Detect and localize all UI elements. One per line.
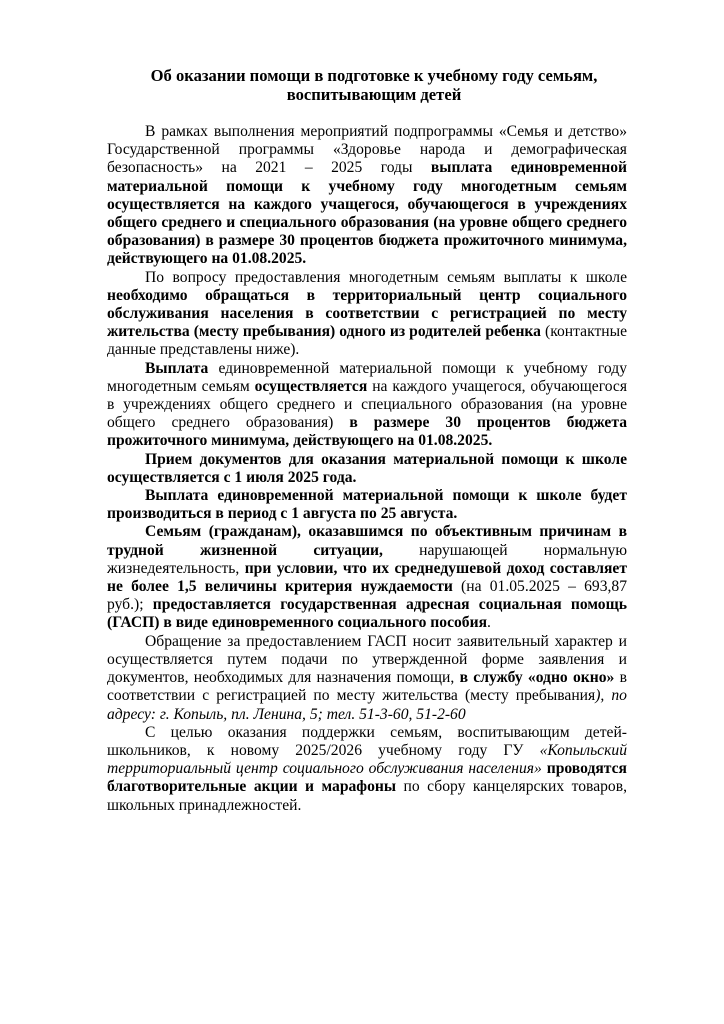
- p8-text-2: по сбору канцелярских товаров, школьных принадлежностей.: [107, 778, 627, 814]
- title-line-2: воспитывающим детей: [286, 85, 462, 104]
- p6-bold-3: предоставляется государственная адресная социальная помощь (ГАСП) в виде единовременного социального пособия: [107, 596, 627, 632]
- p2-text-2: (контактные данные представлены ниже).: [107, 323, 628, 359]
- p6-bold-1: Семьям (гражданам), оказавшимся по объективным причинам в трудной жизненной ситуации,: [107, 523, 627, 559]
- p8-text-1: С целью оказания поддержки семьям, воспитывающим детей-школьников, к новому 2025/2026 учебному году ГУ: [107, 723, 627, 759]
- p8-org-name: «Копыльский территориальный центр социального обслуживания населения»: [107, 741, 627, 778]
- document-body: [107, 123, 627, 815]
- paragraph-6: [107, 523, 627, 632]
- p5-bold: Выплата единовременной материальной помощи к школе будет производиться в период с 1 августа по 25 августа.: [107, 487, 627, 523]
- title-line-1: Об оказании помощи в подготовке к учебному году семьям,: [150, 66, 598, 85]
- p8-bold: проводятся благотворительные акции и марафоны: [107, 760, 627, 796]
- p7-bold: в службу «одно окно»: [459, 669, 615, 687]
- paragraph-1: [107, 123, 627, 269]
- p3-text-1: единовременной материальной помощи к учебному году многодетным семьям: [107, 359, 627, 395]
- p2-bold: необходимо обращаться в территориальный центр социального обслуживания населения в соответствии с регистрацией по месту жительства (месту пребывания) одного из родителей ребенка: [107, 286, 627, 341]
- paragraph-2: [107, 269, 627, 360]
- p3-bold-2: осуществляется: [254, 377, 368, 395]
- p2-text-1: По вопросу предоставления многодетным семьям выплаты к школе: [145, 268, 627, 286]
- p6-bold-2: при условии, что их среднедушевой доход составляет не более 1,5 величины критерия нуждаемости: [107, 559, 628, 596]
- paragraph-5: [107, 487, 627, 523]
- paragraph-4: [107, 451, 627, 487]
- p6-text-3: .: [487, 614, 491, 632]
- document-title: [107, 66, 627, 104]
- p3-bold-1: Выплата: [145, 359, 209, 377]
- p7-address: ), по адресу: г. Копыль, пл. Ленина, 5; тел. 51-3-60, 51-2-60: [107, 687, 627, 723]
- p6-text-2: (на 01.05.2025 – 693,87 руб.);: [107, 578, 628, 614]
- paragraph-3: [107, 360, 627, 451]
- p4-bold: Прием документов для оказания материальной помощи к школе осуществляется с 1 июля 2025 года.: [107, 450, 627, 486]
- p7-text-1: Обращение за предоставлением ГАСП носит заявительный характер и осуществляется путем подачи по утвержденной форме заявления и документов, необходимых для назначения помощи,: [107, 632, 627, 687]
- p3-bold-3: в размере 30 процентов бюджета прожиточного минимума, действующего на 01.08.2025.: [107, 414, 627, 450]
- p1-bold: выплата единовременной материальной помощи к учебному году многодетным семьям осуществляется на каждого учащегося, обучающегося в учреждениях общего среднего и специального образования (на уровне общего среднего образования) в размере 30 процентов бюджета прожиточного минимума, действующего на 01.08.2025.: [107, 159, 627, 268]
- paragraph-8: [107, 724, 627, 815]
- paragraph-7: [107, 633, 627, 724]
- p3-text-2: на каждого учащегося, обучающегося в учреждениях общего среднего и специального образования (на уровне общего среднего образования): [107, 377, 627, 432]
- p6-text-1: нарушающей нормальную жизнедеятельность,: [107, 541, 627, 577]
- p7-text-2: в соответствии с регистрацией по месту жительства (месту пребывания: [107, 669, 627, 705]
- p1-text: В рамках выполнения мероприятий подпрограммы «Семья и детство» Государственной программы «Здоровье народа и демографическая безопасность» на 2021 – 2025 годы: [107, 123, 627, 177]
